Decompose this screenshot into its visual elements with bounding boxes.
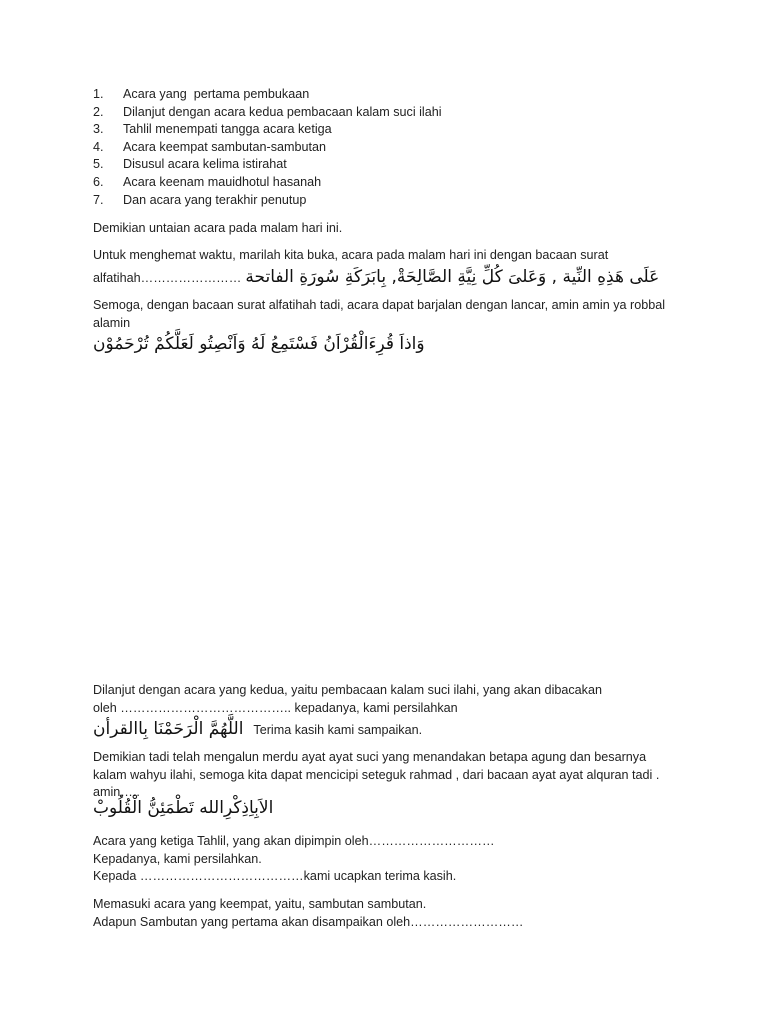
list-text: Dan acara yang terakhir penutup: [123, 192, 307, 207]
paragraph-text: Semoga, dengan bacaan surat alfatihah tadi, acara dapat barjalan dengan lancar, amin amin ya robbal: [93, 298, 666, 312]
paragraph-text: Terima kasih kami sampaikan.: [253, 723, 423, 737]
list-number: 2.: [93, 104, 104, 119]
arabic-text: عَلَى هَذِهِ النِّية , وَعَلىَ كُلِّ نِيَّةِ الصَّالِحَةْ, بِابَرَكَةِ سُورَةِ الفاتحة: [245, 266, 660, 287]
paragraph-text: Memasuki acara yang keempat, yaitu, sambutan sambutan.: [93, 897, 427, 911]
paragraph-amin: [93, 297, 683, 356]
list-text: Acara keenam mauidhotul hasanah: [123, 174, 322, 189]
arabic-thanks-row: [93, 717, 683, 741]
arabic-text: وَاذاَ قُرِءَالْقُرْاَنُ فَسْتَمِعُ لَهُ وَاَنْصِتُو لَعَلَّكُمْ تُرْحَمُوْن: [93, 334, 425, 354]
list-text: Disusul acara kelima istirahat: [123, 157, 287, 172]
list-number: 6.: [93, 174, 104, 189]
list-number: 4.: [93, 139, 104, 154]
paragraph-tahlil: [93, 833, 683, 886]
list-number: 3.: [93, 122, 104, 137]
list-text: Tahlil menempati tangga acara ketiga: [123, 122, 332, 137]
paragraph-text: amin…..: [93, 785, 140, 799]
paragraph-kalam-suci: [93, 682, 683, 741]
list-item: [93, 139, 683, 157]
paragraph-fatihah: [93, 247, 683, 289]
list-item: [93, 174, 683, 192]
paragraph-ayat: [93, 749, 683, 820]
arabic-row: [93, 796, 291, 820]
paragraph-text: alfatihah……………………: [93, 270, 242, 285]
fatihah-row: [93, 265, 683, 289]
paragraph-text: Kepada …………………………………kami ucapkan terima kasih.: [93, 869, 457, 883]
list-item: [93, 121, 683, 139]
list-item: [93, 104, 683, 122]
paragraph-text: Adapun Sambutan yang pertama akan disampaikan oleh………………………: [93, 914, 524, 929]
list-number: 7.: [93, 192, 104, 207]
list-number: 1.: [93, 87, 104, 101]
arabic-text: اللَّهُمَّ الْرَحَمْنَا بِاالقرأن: [93, 719, 244, 739]
agenda-list: [93, 86, 683, 209]
paragraph-text: alamin: [93, 315, 131, 330]
list-text: Dilanjut dengan acara kedua pembacaan kalam suci ilahi: [123, 104, 442, 119]
list-item: [93, 156, 683, 174]
list-number: 5.: [93, 157, 104, 172]
list-text: Acara keempat sambutan-sambutan: [123, 139, 327, 154]
paragraph-text: Demikian tadi telah mengalun merdu ayat ayat suci yang menandakan betapa agung dan besarnya: [93, 750, 647, 764]
paragraph-text: oleh ………………………………….. kepadanya, kami persilahkan: [93, 700, 458, 715]
arabic-row: [93, 332, 445, 356]
list-text: Acara yang pertama pembukaan: [123, 87, 310, 101]
paragraph-sambutan: [93, 896, 683, 931]
paragraph-text: Kepadanya, kami persilahkan.: [93, 851, 262, 866]
arabic-text: الاَبِاِذِكْرِالله تَطْمَئِنُّ الْقُلُوبْ: [93, 797, 274, 818]
paragraph-text: kalam wahyu ilahi, semoga kita dapat mencicipi seteguk rahmad , dari bacaan ayat ayat alquran tadi .: [93, 767, 660, 782]
paragraph-text: Acara yang ketiga Tahlil, yang akan dipimpin oleh…………………………: [93, 834, 495, 848]
paragraph-text: Dilanjut dengan acara yang kedua, yaitu pembacaan kalam suci ilahi, yang akan dibacakan: [93, 683, 602, 697]
paragraph-text: Demikian untaian acara pada malam hari ini.: [93, 221, 343, 235]
paragraph-text: Untuk menghemat waktu, marilah kita buka, acara pada malam hari ini dengan bacaan surat: [93, 248, 609, 262]
paragraph-closing-intro: [93, 220, 683, 238]
list-item: [93, 86, 683, 104]
list-item: [93, 192, 683, 210]
